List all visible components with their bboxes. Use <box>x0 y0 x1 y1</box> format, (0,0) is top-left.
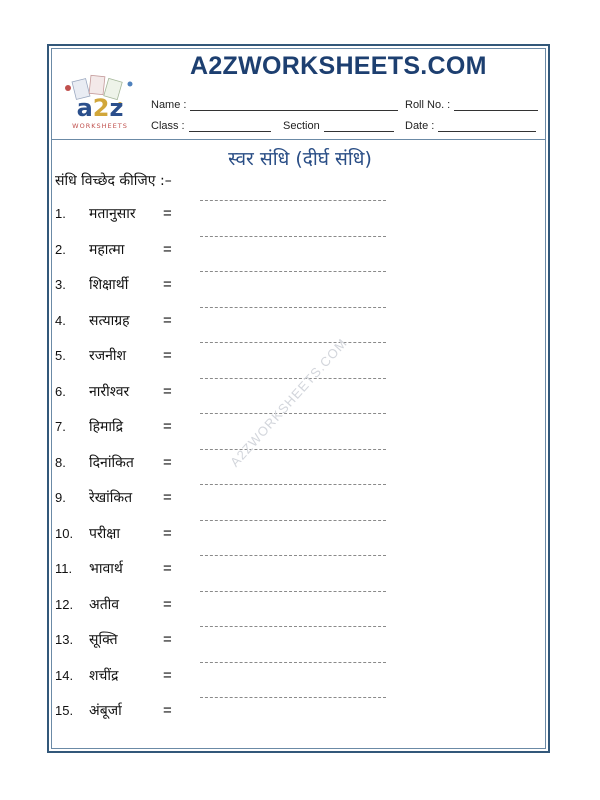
answer-line[interactable] <box>200 626 386 627</box>
class-label: Class : <box>151 120 185 132</box>
question-word: सूक्ति <box>89 632 118 648</box>
equals-sign: = <box>163 418 172 435</box>
question-number: 9. <box>55 490 66 505</box>
question-number: 8. <box>55 454 66 470</box>
question-word: रजनीश <box>89 348 127 364</box>
question-word: महात्मा <box>89 241 125 258</box>
watermark: A2ZWORKSHEETS.COM <box>227 335 351 470</box>
equals-sign: = <box>163 311 172 329</box>
equals-sign: = <box>163 240 172 258</box>
equals-sign: = <box>163 347 172 364</box>
question-number: 15. <box>55 703 74 718</box>
question-word: शिक्षार्थी <box>89 277 129 293</box>
answer-line[interactable] <box>200 378 386 379</box>
roll-label: Roll No. : <box>405 99 451 111</box>
header-divider <box>51 139 546 140</box>
answer-line[interactable] <box>200 307 386 308</box>
name-label: Name : <box>151 99 187 111</box>
answer-line[interactable] <box>200 591 386 592</box>
question-word: मतानुसार <box>89 206 136 222</box>
name-field[interactable] <box>151 99 398 111</box>
question-number: 7. <box>55 419 66 434</box>
equals-sign: = <box>163 595 172 613</box>
answer-line[interactable] <box>200 271 386 272</box>
worksheet-title: स्वर संधि (दीर्घ संधि) <box>228 148 372 170</box>
section-field[interactable] <box>283 120 394 132</box>
answer-line[interactable] <box>200 413 386 414</box>
date-input-line[interactable] <box>438 121 536 132</box>
question-number: 6. <box>55 383 66 399</box>
equals-sign: = <box>163 489 172 506</box>
answer-line[interactable] <box>200 520 386 521</box>
question-number: 13. <box>55 632 74 647</box>
equals-sign: = <box>163 702 172 719</box>
equals-sign: = <box>163 276 172 293</box>
question-word: हिमाद्रि <box>89 419 124 435</box>
equals-sign: = <box>163 453 172 471</box>
question-number: 5. <box>55 348 66 363</box>
section-label: Section <box>283 120 320 132</box>
question-number: 2. <box>55 241 66 257</box>
question-number: 1. <box>55 206 66 221</box>
equals-sign: = <box>163 524 172 542</box>
roll-field[interactable] <box>405 99 538 111</box>
equals-sign: = <box>163 382 172 400</box>
answer-line[interactable] <box>200 555 386 556</box>
question-number: 11. <box>55 561 73 576</box>
section-input-line[interactable] <box>324 121 394 132</box>
question-word: दिनांकित <box>89 454 134 471</box>
question-word: नारीश्वर <box>89 383 130 400</box>
question-word: परीक्षा <box>89 525 120 542</box>
class-input-line[interactable] <box>189 121 271 132</box>
equals-sign: = <box>163 631 172 648</box>
question-word: भावार्थ <box>89 561 123 577</box>
question-number: 14. <box>55 667 74 683</box>
question-word: अतीव <box>89 596 120 613</box>
logo-subtitle: WORKSHEETS <box>72 122 128 130</box>
equals-sign: = <box>163 666 172 684</box>
question-word: शचींद्र <box>89 667 119 684</box>
question-word: सत्याग्रह <box>89 312 130 329</box>
answer-line[interactable] <box>200 484 386 485</box>
question-number: 3. <box>55 277 66 292</box>
answer-line[interactable] <box>200 697 386 698</box>
question-number: 12. <box>55 596 74 612</box>
answer-line[interactable] <box>200 662 386 663</box>
question-number: 4. <box>55 312 66 328</box>
instruction: संधि विच्छेद कीजिए :– <box>55 173 172 189</box>
name-input-line[interactable] <box>190 100 398 111</box>
site-name: A2ZWORKSHEETS.COM <box>190 52 487 80</box>
date-field[interactable] <box>405 120 536 132</box>
equals-sign: = <box>163 560 172 577</box>
question-word: रेखांकित <box>89 490 133 506</box>
class-field[interactable] <box>151 120 271 132</box>
answer-line[interactable] <box>200 342 386 343</box>
answer-line[interactable] <box>200 200 386 201</box>
answer-line[interactable] <box>200 236 386 237</box>
date-label: Date : <box>405 120 435 132</box>
equals-sign: = <box>163 205 172 222</box>
question-word: अंबूर्जा <box>89 703 122 719</box>
question-number: 10. <box>55 525 74 541</box>
roll-input-line[interactable] <box>454 100 538 111</box>
logo-mark: a2z <box>76 94 124 122</box>
answer-line[interactable] <box>200 449 386 450</box>
a2z-logo <box>60 74 140 134</box>
